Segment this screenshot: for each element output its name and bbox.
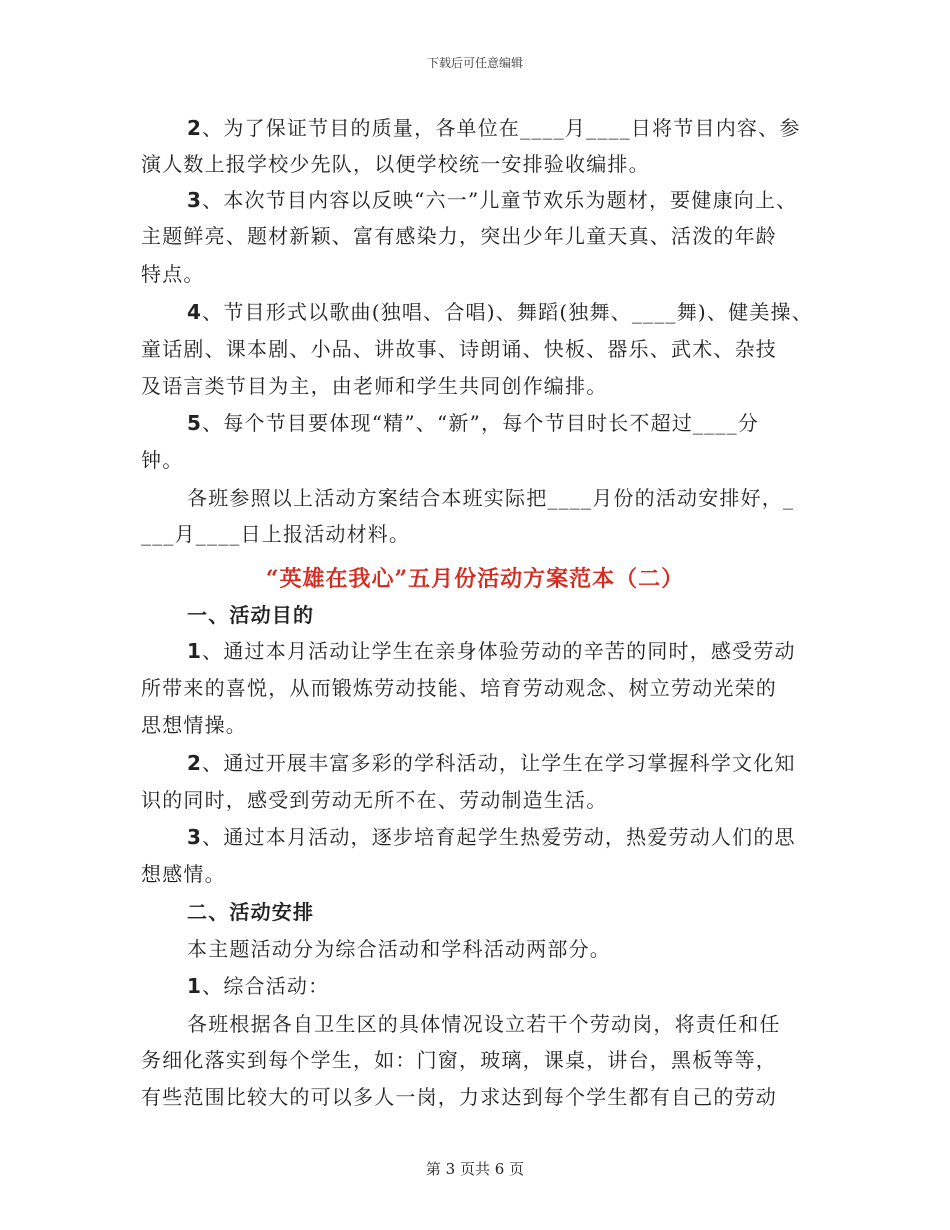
paragraph-line: 4、节目形式以歌曲(独唱、合唱)、舞蹈(独舞、____舞)、健美操、 [187, 300, 813, 324]
paragraph-line: 各班根据各自卫生区的具体情况设立若干个劳动岗，将责任和任 [187, 1012, 781, 1036]
paragraph-line: 1、通过本月活动让学生在亲身体验劳动的辛苦的同时，感受劳动 [187, 639, 796, 663]
page-header: 下载后可任意编辑 [426, 56, 523, 70]
paragraph-line: ___月____日上报活动材料。 [141, 522, 411, 546]
paragraph-line: 演人数上报学校少先队，以便学校统一安排验收编排。 [141, 152, 650, 176]
paragraph-line: 2、为了保证节目的质量，各单位在____月____日将节目内容、参 [187, 116, 801, 140]
document-title: “英雄在我心”五月份活动方案范本（二） [265, 566, 685, 592]
page-footer: 第 3 页共 6 页 [425, 1160, 525, 1178]
paragraph-line: 特点。 [141, 262, 205, 286]
paragraph-line: 5、每个节目要体现“精”、“新”，每个节目时长不超过____分 [187, 411, 760, 435]
paragraph-line: 识的同时，感受到劳动无所不在、劳动制造生活。 [141, 788, 608, 812]
paragraph-line: 本主题活动分为综合活动和学科活动两部分。 [187, 937, 611, 961]
paragraph-line: 及语言类节目为主，由老师和学生共同创作编排。 [141, 374, 608, 398]
section-heading: 一、活动目的 [187, 603, 315, 627]
paragraph-line: 各班参照以上活动方案结合本班实际把____月份的活动安排好，_ [187, 486, 795, 510]
paragraph-line: 3、本次节目内容以反映“六一”儿童节欢乐为题材，要健康向上、 [187, 188, 798, 212]
paragraph-line: 务细化落实到每个学生，如：门窗，玻璃，课桌，讲台，黑板等等， [141, 1048, 777, 1072]
paragraph-line: 钟。 [141, 448, 184, 472]
paragraph-line: 2、通过开展丰富多彩的学科活动，让学生在学习掌握科学文化知 [187, 751, 796, 775]
paragraph-line: 主题鲜亮、题材新颖、富有感染力，突出少年儿童天真、活泼的年龄 [141, 224, 777, 248]
paragraph-line: 3、通过本月活动，逐步培育起学生热爱劳动，热爱劳动人们的思 [187, 825, 796, 849]
paragraph-line: 思想情操。 [141, 713, 247, 737]
paragraph-line: 想感情。 [141, 862, 226, 886]
paragraph-line: 有些范围比较大的可以多人一岗，力求达到每个学生都有自己的劳动 [141, 1085, 777, 1109]
section-heading: 二、活动安排 [187, 900, 315, 924]
paragraph-line: 1、综合活动： [187, 974, 330, 998]
paragraph-line: 童话剧、课本剧、小品、讲故事、诗朗诵、快板、器乐、武术、杂技 [141, 337, 777, 361]
paragraph-line: 所带来的喜悦，从而锻炼劳动技能、培育劳动观念、树立劳动光荣的 [141, 676, 777, 700]
